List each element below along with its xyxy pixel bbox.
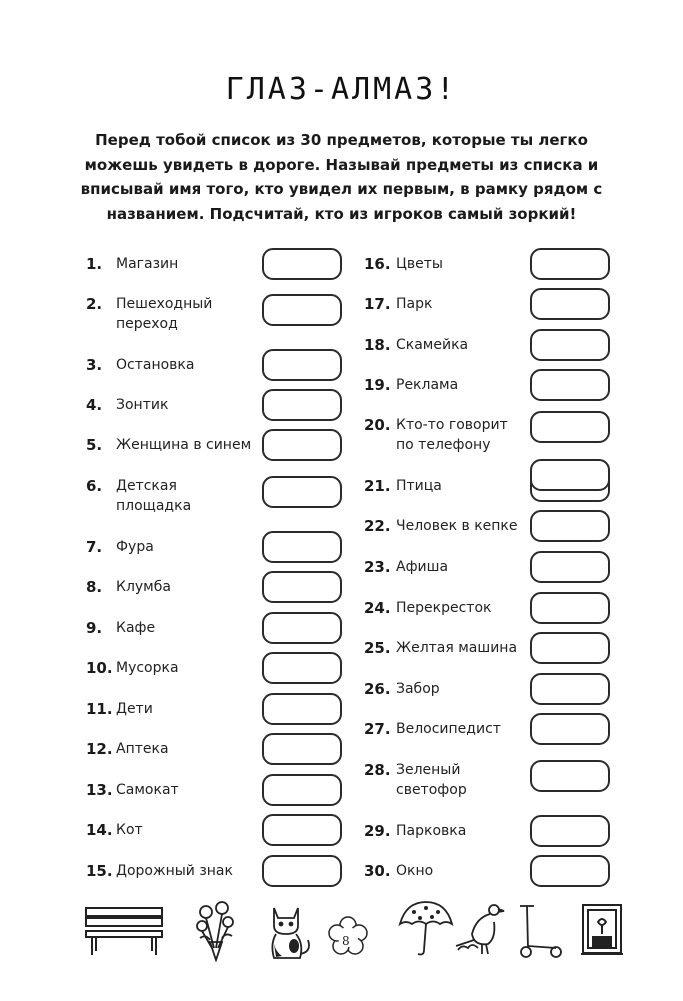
item-number: 22. (364, 517, 391, 535)
item-label: Зеленый (396, 762, 461, 778)
item-number: 18. (364, 336, 391, 354)
item-label: Дорожный знак (116, 863, 233, 879)
item-label-line2: светофор (396, 782, 467, 798)
item-label: Детская (116, 478, 177, 494)
item-label: Кот (116, 822, 143, 838)
item-number: 17. (364, 295, 391, 313)
answer-box[interactable] (530, 592, 610, 624)
item-label: Желтая машина (396, 640, 518, 656)
answer-box[interactable] (262, 248, 342, 280)
item-number: 4. (86, 396, 103, 414)
item-label: Парк (396, 296, 433, 312)
item-number: 15. (86, 862, 113, 880)
answer-box[interactable] (262, 612, 342, 644)
item-label: Скамейка (396, 337, 469, 353)
answer-box[interactable] (530, 411, 610, 443)
item-label: Мусорка (116, 660, 179, 676)
item-label: Пешеходный (116, 296, 213, 312)
item-number: 9. (86, 619, 103, 637)
answer-box[interactable] (530, 369, 610, 401)
flowers-icon (190, 898, 242, 962)
item-number: 28. (364, 761, 391, 779)
answer-box[interactable] (262, 389, 342, 421)
item-label: Реклама (396, 377, 459, 393)
answer-box[interactable] (262, 349, 342, 381)
answer-box[interactable] (530, 551, 610, 583)
answer-box[interactable] (262, 693, 342, 725)
item-number: 12. (86, 740, 113, 758)
item-number: 13. (86, 781, 113, 799)
answer-box[interactable] (530, 510, 610, 542)
item-label-line2: площадка (116, 498, 192, 514)
answer-box[interactable] (262, 855, 342, 887)
answer-box[interactable] (530, 248, 610, 280)
answer-box[interactable] (530, 760, 610, 792)
item-label: Забор (396, 681, 440, 697)
answer-box[interactable] (262, 571, 342, 603)
item-number: 30. (364, 862, 391, 880)
item-label-line2: переход (116, 316, 178, 332)
item-number: 29. (364, 822, 391, 840)
item-label: Магазин (116, 256, 179, 272)
item-label: Цветы (396, 256, 443, 272)
item-number: 23. (364, 558, 391, 576)
item-label: Афиша (396, 559, 449, 575)
item-number: 8. (86, 578, 103, 596)
item-number: 3. (86, 356, 103, 374)
scooter-icon (516, 900, 566, 960)
item-number: 20. (364, 416, 391, 434)
answer-box[interactable] (262, 531, 342, 563)
item-number: 1. (86, 255, 103, 273)
item-label: Женщина в синем (116, 437, 252, 453)
item-number: 10. (86, 659, 113, 677)
item-label: Кафе (116, 620, 156, 636)
answer-box[interactable] (530, 459, 610, 491)
item-label: Перекресток (396, 600, 492, 616)
answer-box[interactable] (262, 733, 342, 765)
item-number: 26. (364, 680, 391, 698)
item-number: 19. (364, 376, 391, 394)
item-label: Велосипедист (396, 721, 501, 737)
item-label: Кто-то говорит (396, 417, 508, 433)
item-label: Самокат (116, 782, 179, 798)
item-number: 21. (364, 477, 391, 495)
answer-box[interactable] (262, 476, 342, 508)
item-number: 6. (86, 477, 103, 495)
item-label: Парковка (396, 823, 467, 839)
item-label: Аптека (116, 741, 169, 757)
answer-box[interactable] (262, 652, 342, 684)
item-number: 2. (86, 295, 103, 313)
item-number: 5. (86, 436, 103, 454)
item-number: 7. (86, 538, 103, 556)
item-number: 16. (364, 255, 391, 273)
answer-box[interactable] (262, 774, 342, 806)
item-label-line2: по телефону (396, 437, 491, 453)
item-label: Человек в кепке (396, 518, 518, 534)
item-number: 25. (364, 639, 391, 657)
answer-box[interactable] (530, 673, 610, 705)
answer-box[interactable] (530, 632, 610, 664)
bench-icon (84, 905, 166, 957)
item-number: 14. (86, 821, 113, 839)
item-number: 27. (364, 720, 391, 738)
item-label: Дети (116, 701, 153, 717)
answer-box[interactable] (530, 288, 610, 320)
answer-box[interactable] (530, 855, 610, 887)
answer-box[interactable] (530, 815, 610, 847)
answer-box[interactable] (530, 713, 610, 745)
item-label: Фура (116, 539, 154, 555)
window-icon (580, 902, 624, 958)
answer-box[interactable] (262, 429, 342, 461)
bird-icon (452, 900, 510, 958)
item-label: Зонтик (116, 397, 169, 413)
umbrella-icon (396, 898, 456, 958)
item-number: 24. (364, 599, 391, 617)
page-number: 8 (342, 934, 350, 948)
answer-box[interactable] (262, 814, 342, 846)
item-label: Остановка (116, 357, 195, 373)
answer-box[interactable] (530, 329, 610, 361)
cat-icon (264, 900, 316, 960)
item-number: 11. (86, 700, 113, 718)
item-label: Окно (396, 863, 434, 879)
answer-box[interactable] (262, 294, 342, 326)
item-label: Птица (396, 478, 442, 494)
page-title: ГЛАЗ-АЛМАЗ! (225, 72, 458, 107)
intro-text: Перед тобой список из 30 предметов, которые ты легко можешь увидеть в дороге. Называй предметы из списка и вписывай имя того, кто увидел их первым, в рамку рядом с названием. Подсчитай, кто из игроков самый зоркий! (80, 131, 603, 223)
item-label: Клумба (116, 579, 171, 595)
